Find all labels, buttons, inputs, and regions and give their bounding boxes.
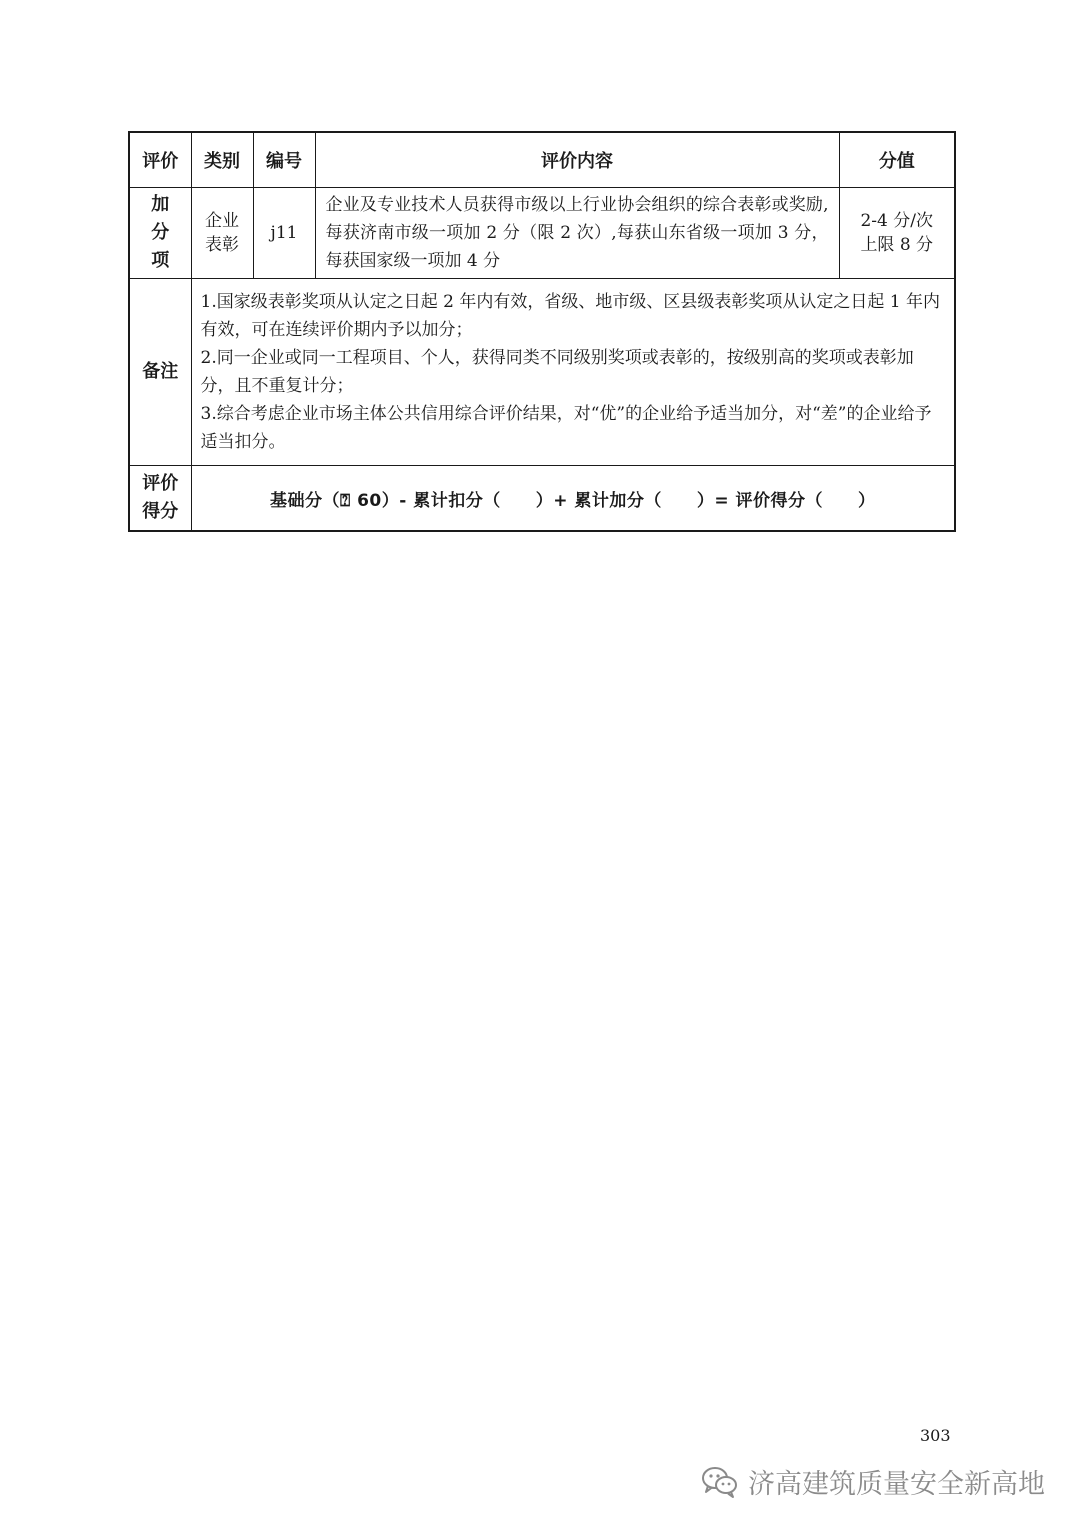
header-category: 类别 [191, 132, 253, 188]
score-label: 评价 得分 [129, 466, 191, 532]
notes-label: 备注 [129, 279, 191, 466]
header-code: 编号 [253, 132, 315, 188]
table-row [129, 466, 955, 532]
bonus-label: 加 分 项 [129, 188, 191, 279]
note-item: 1.国家级表彰奖项从认定之日起 2 年内有效，省级、地市级、区县级表彰奖项从认定之日起 1 年内有效，可在连续评价期内予以加分； [200, 292, 940, 340]
watermark [700, 1462, 1045, 1501]
header-evaluation: 评价 [129, 132, 191, 188]
header-score: 分值 [839, 132, 955, 188]
table-row [129, 188, 955, 279]
table-row [129, 279, 955, 466]
note-item: 2.同一企业或同一工程项目、个人，获得同类不同级别奖项或表彰的，按级别高的奖项或表彰加分，且不重复计分； [200, 348, 914, 396]
header-content: 评价内容 [315, 132, 839, 188]
evaluation-table [128, 131, 956, 532]
score-cell: 2-4 分/次 上限 8 分 [839, 188, 955, 279]
score-formula: 基础分（⍰ 60）- 累计扣分（ ）+ 累计加分（ ）= 评价得分（ ） [191, 466, 955, 532]
code-cell: j11 [253, 188, 315, 279]
content-cell: 企业及专业技术人员获得市级以上行业协会组织的综合表彰或奖励,每获济南市级一项加 2 分（限 2 次）,每获山东省级一项加 3 分，每获国家级一项加 4 分 [315, 188, 839, 279]
category-cell: 企业 表彰 [191, 188, 253, 279]
table-header-row [129, 132, 955, 188]
notes-cell [191, 279, 955, 466]
page-number: 303 [920, 1426, 951, 1445]
wechat-icon [700, 1465, 740, 1499]
note-item: 3.综合考虑企业市场主体公共信用综合评价结果，对“优”的企业给予适当加分，对“差”的企业给予适当扣分。 [200, 404, 932, 452]
watermark-text: 济高建筑质量安全新高地 [748, 1469, 1045, 1500]
